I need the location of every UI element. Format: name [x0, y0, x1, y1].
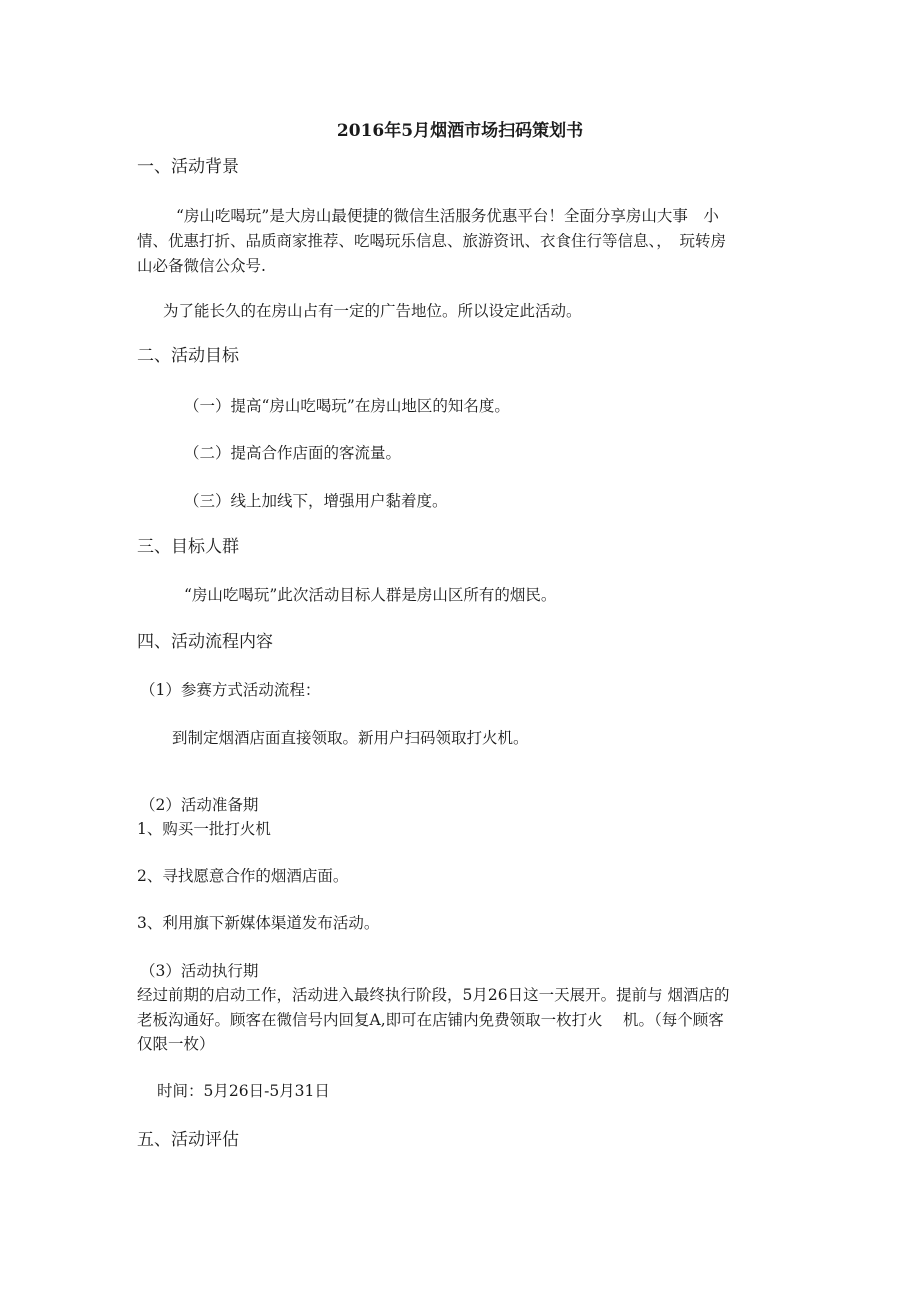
background-paragraph-line-2: 情、优惠打折、品质商家推荐、吃喝玩乐信息、旅游资讯、衣食住行等信息、， 玩转房 [137, 232, 727, 250]
prep-item-2: 2、寻找愿意合作的烟酒店面。 [137, 867, 349, 885]
background-paragraph-2: 为了能长久的在房山占有一定的广告地位。所以设定此活动。 [163, 302, 582, 320]
section-heading-process: 四、活动流程内容 [137, 632, 273, 652]
execution-paragraph-line-3: 仅限一枚） [137, 1035, 215, 1053]
process-sub-text-1: 到制定烟酒店面直接领取。新用户扫码领取打火机。 [172, 729, 529, 747]
audience-text: “房山吃喝玩”此次活动目标人群是房山区所有的烟民。 [184, 586, 557, 604]
section-heading-audience: 三、目标人群 [137, 537, 239, 557]
process-sub-heading-3: （3）活动执行期 [140, 962, 259, 980]
prep-item-1: 1、购买一批打火机 [137, 820, 271, 838]
process-sub-heading-2: （2）活动准备期 [140, 796, 259, 814]
section-heading-background: 一、活动背景 [137, 157, 239, 177]
execution-time: 时间：5月26日-5月31日 [157, 1082, 330, 1100]
goal-item-3: （三）线上加线下，增强用户黏着度。 [184, 492, 448, 510]
background-paragraph-line-1: “房山吃喝玩”是大房山最便捷的微信生活服务优惠平台！全面分享房山大事 小 [176, 207, 719, 225]
goal-item-2: （二）提高合作店面的客流量。 [184, 444, 402, 462]
document-title: 2016年5月烟酒市场扫码策划书 [336, 121, 584, 141]
process-sub-heading-1: （1）参赛方式活动流程： [140, 681, 321, 699]
execution-paragraph-line-1: 经过前期的启动工作，活动进入最终执行阶段，5月26日这一天展开。提前与 烟酒店的 [137, 986, 730, 1004]
background-paragraph-line-3: 山必备微信公众号. [137, 257, 266, 275]
section-heading-goals: 二、活动目标 [137, 346, 239, 366]
prep-item-3: 3、利用旗下新媒体渠道发布活动。 [137, 914, 380, 932]
section-heading-evaluation: 五、活动评估 [137, 1130, 239, 1150]
execution-paragraph-line-2: 老板沟通好。顾客在微信号内回复A,即可在店铺内免费领取一枚打火 机。（每个顾客 [137, 1011, 724, 1029]
goal-item-1: （一）提高“房山吃喝玩”在房山地区的知名度。 [184, 397, 510, 415]
